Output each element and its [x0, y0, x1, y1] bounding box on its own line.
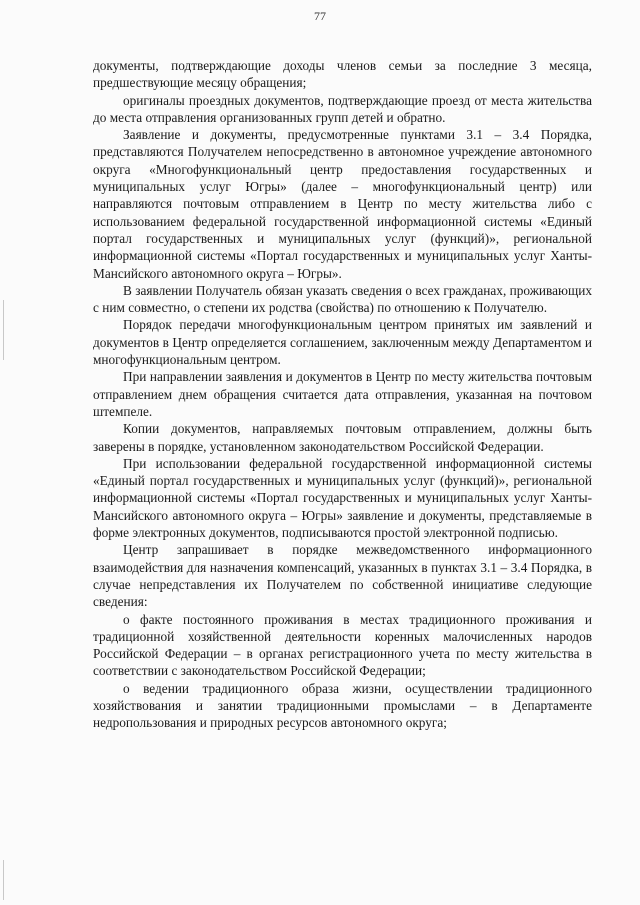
paragraph: При направлении заявления и документов в Центр по месту жительства почтовым отправлением днем обращения считается дата отправления, указанная на почтовом штемпеле. [93, 369, 592, 419]
paragraph: о факте постоянного проживания в местах традиционного проживания и традиционной хозяйственной деятельности коренных малочисленных народов Российской Федерации – в органах регистрационного учета по месту жительства в соответствии с законодательством Российской Федерации; [93, 611, 592, 679]
paragraph: о ведении традиционного образа жизни, осуществлении традиционного хозяйствования и занятии традиционными промыслами – в Департаменте недропользования и природных ресурсов автономного округа; [93, 680, 592, 731]
paragraph: Заявление и документы, предусмотренные пунктами 3.1 – 3.4 Порядка, представляются Получателем непосредственно в автономное учреждение автономного округа «Многофункциональный центр предоставления государственных и муниципальных услуг Югры» (далее – многофункциональный центр) или направляются почтовым отправлением в Центр по месту жительства либо с использованием федеральной государственной информационной системы «Единый портал государственных и муниципальных услуг (функций)», региональной информационной системы «Портал государственных и муниципальных услуг Ханты-Мансийского автономного округа – Югры». [93, 127, 592, 281]
scan-edge-mark [3, 860, 4, 900]
paragraph: Порядок передачи многофункциональным центром принятых им заявлений и документов в Центр определяется соглашением, заключенным между Департаментом и многофункциональным центром. [93, 317, 592, 368]
paragraph: В заявлении Получатель обязан указать сведения о всех гражданах, проживающих с ним совместно, о степени их родства (свойства) по отношению к Получателю. [93, 282, 592, 316]
paragraph: документы, подтверждающие доходы членов семьи за последние 3 месяца, предшествующие месяцу обращения; [93, 58, 592, 91]
paragraph: При использовании федеральной государственной информационной системы «Единый портал государственных и муниципальных услуг (функций)», региональной информационной системы «Портал государственных и муниципальных услуг Ханты-Мансийского автономного округа – Югры» заявление и документы, представляемые в форме электронных документов, подписываются простой электронной подписью. [93, 455, 592, 541]
document-body [93, 57, 592, 732]
paragraph: оригиналы проездных документов, подтверждающие проезд от места жительства до места отправления организованных групп детей и обратно. [93, 92, 592, 125]
page-number: 77 [314, 9, 326, 23]
paragraph: Копии документов, направляемых почтовым отправлением, должны быть заверены в порядке, установленном законодательством Российской Федерации. [93, 421, 592, 454]
scan-edge-mark [3, 300, 4, 360]
paragraph: Центр запрашивает в порядке межведомственного информационного взаимодействия для назначения компенсаций, указанных в пунктах 3.1 – 3.4 Порядка, в случае непредставления их Получателем по собственной инициативе следующие сведения: [93, 542, 592, 610]
